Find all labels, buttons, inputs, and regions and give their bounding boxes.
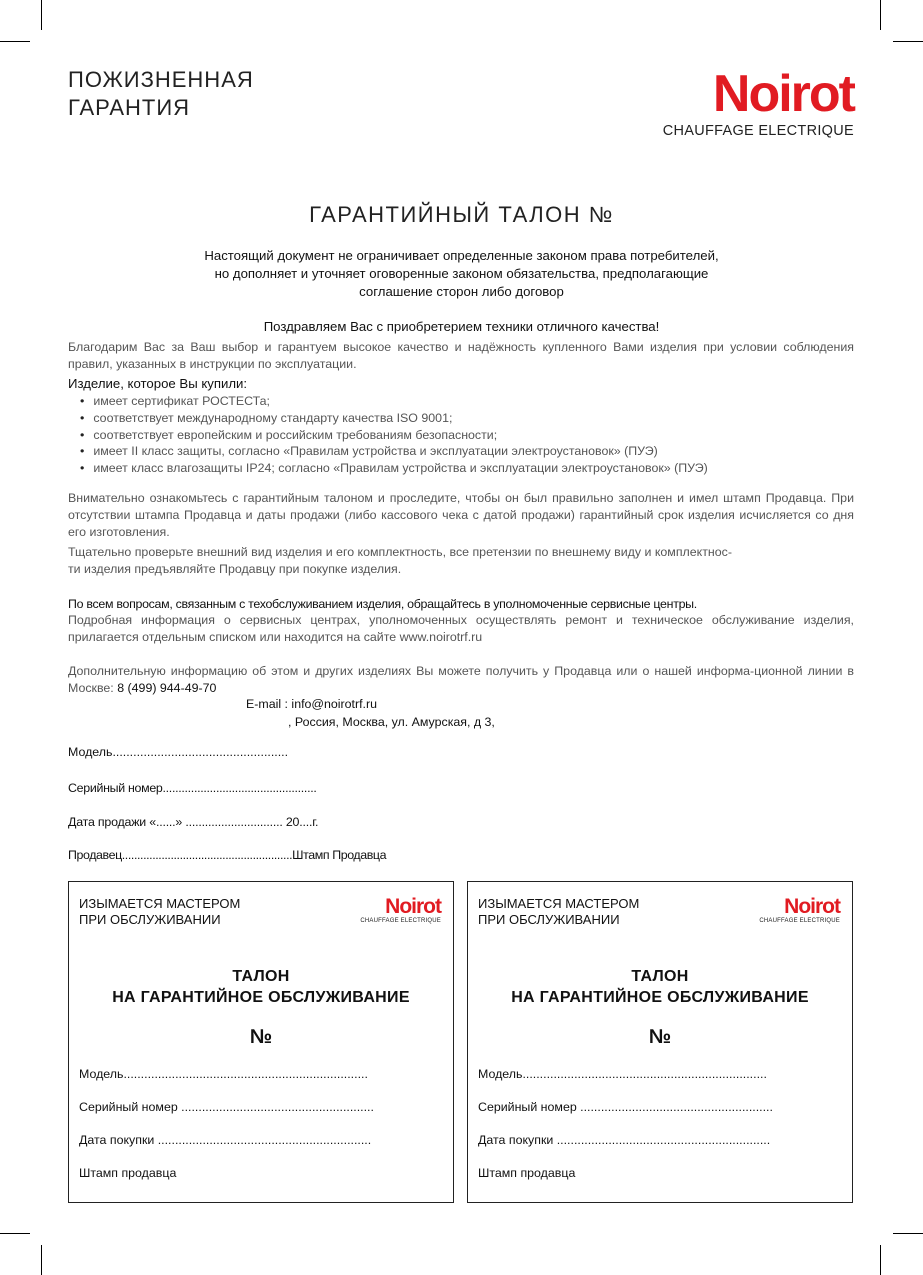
coupon-serial-field: Серийный номер ........................................................ xyxy=(478,1100,773,1114)
coupon-stamp-field: Штамп продавца xyxy=(478,1166,576,1180)
coupon-title: ТАЛОН xyxy=(232,968,290,985)
coupon-model-field: Модель....................................................................... xyxy=(79,1067,368,1081)
service-info-paragraph: Подробная информация о сервисных центрах, уполномоченных осуществлять ремонт и техническое обслуживание изделия, прилагается отдельным списком или находится на сайте www.noirotrf.ru xyxy=(68,613,854,644)
list-item: • имеет сертификат РОСТЕСТа; xyxy=(80,393,708,410)
list-item: • имеет II класс защиты, согласно «Правилам устройства и эксплуатации электроустановок» (ПУЭ) xyxy=(80,443,708,460)
crop-mark xyxy=(0,41,30,42)
coupon-note-line: ИЗЫМАЕТСЯ МАСТЕРОМ xyxy=(478,896,640,911)
crop-mark xyxy=(893,41,923,42)
noirot-logo: Noirot xyxy=(712,65,854,123)
model-field: Модель................................................... xyxy=(68,745,289,759)
thanks-paragraph: Благодарим Вас за Ваш выбор и гарантуем высокое качество и надёжность купленного Вами изделия при условии соблюдения правил, указанных в инструкции по эксплуатации. xyxy=(68,340,854,371)
list-item: • имеет класс влагозащиты IP24; согласно «Правилам устройства и эксплуатации электроустановок» (ПУЭ) xyxy=(80,460,708,477)
heading-line-2: ГАРАНТИЯ xyxy=(68,95,191,120)
coupon-title: ТАЛОН xyxy=(631,968,689,985)
coupon-number: № xyxy=(648,1026,672,1048)
coupon-note-line: ИЗЫМАЕТСЯ МАСТЕРОМ xyxy=(79,896,241,911)
extra-info-text: Дополнительную информацию об этом и других изделиях Вы можете получить у Продавца или о нашей информа-ционной линии в Москве: xyxy=(68,664,854,695)
coupon-purchase-date-field: Дата покупки .............................................................. xyxy=(478,1133,771,1147)
list-item: • соответствует международному стандарту качества ISO 9001; xyxy=(80,410,708,427)
service-centers-note: По всем вопросам, связанным с техобслуживанием изделия, обращайтесь в уполномоченные сервисные центры. xyxy=(68,597,697,611)
disclaimer-line: соглашение сторон либо договор xyxy=(359,284,564,299)
crop-mark xyxy=(880,0,881,30)
heading-line-1: ПОЖИЗНЕННАЯ xyxy=(68,67,254,92)
crop-mark xyxy=(880,1245,881,1275)
coupon-logo-word: Noirot xyxy=(385,895,441,918)
crop-mark xyxy=(0,1233,30,1234)
coupon-subtitle: НА ГАРАНТИЙНОЕ ОБСЛУЖИВАНИЕ xyxy=(511,989,809,1006)
list-item: • соответствует европейским и российским требованиям безопасности; xyxy=(80,427,708,444)
product-features-list xyxy=(80,393,708,477)
check-line: Тщательно проверьте внешний вид изделия и его комплектность, все претензии по внешнему виду и комплектнос- xyxy=(68,545,732,559)
coupon-logo xyxy=(759,896,840,924)
disclaimer xyxy=(100,247,823,301)
crop-mark xyxy=(893,1233,923,1234)
logo-subtitle: CHAUFFAGE ELECTRIQUE xyxy=(662,123,854,139)
coupon-subtitle: НА ГАРАНТИЙНОЕ ОБСЛУЖИВАНИЕ xyxy=(112,989,410,1006)
disclaimer-line: но дополняет и уточняет оговоренные законом обязательства, предполагающие xyxy=(214,266,709,281)
email: E-mail : info@noirotrf.ru xyxy=(246,697,378,711)
coupon-model-field: Модель....................................................................... xyxy=(478,1067,767,1081)
check-paragraph xyxy=(68,544,854,578)
crop-mark xyxy=(41,1245,42,1275)
crop-mark xyxy=(41,0,42,30)
service-coupon xyxy=(467,881,853,1203)
coupon-note-line: ПРИ ОБСЛУЖИВАНИИ xyxy=(478,912,620,927)
seller-field: Продавец........................................................Штамп Продавца xyxy=(68,848,387,862)
sale-date-field: Дата продажи «......» .............................. 20....г. xyxy=(68,815,319,829)
disclaimer-line: Настоящий документ не ограничивает определенные законом права потребителей, xyxy=(204,248,719,263)
coupon-logo-sub: CHAUFFAGE ELECTRIQUE xyxy=(360,918,441,924)
address: , Россия, Москва, ул. Амурская, д 3, xyxy=(288,715,495,729)
phone-number: 8 (499) 944-49-70 xyxy=(117,681,217,695)
document-title: ГАРАНТИЙНЫЙ ТАЛОН № xyxy=(309,202,614,227)
coupon-logo-word: Noirot xyxy=(784,895,840,918)
coupon-stamp-field: Штамп продавца xyxy=(79,1166,177,1180)
service-coupon xyxy=(68,881,454,1203)
attention-paragraph: Внимательно ознакомьтесь с гарантийным талоном и проследите, чтобы он был правильно заполнен и имел штамп Продавца. При отсутствии штампа Продавца и даты продажи (либо кассового чека с датой продажи) гарантийный срок изделия исчисляется со дня его изготовления. xyxy=(68,491,854,539)
coupon-logo-sub: CHAUFFAGE ELECTRIQUE xyxy=(759,918,840,924)
coupon-note xyxy=(478,896,639,928)
congratulations-line: Поздравляем Вас с приобретерием техники отличного качества! xyxy=(263,319,660,334)
coupon-number: № xyxy=(249,1026,273,1048)
check-line: ти изделия предъявляйте Продавцу при покупке изделия. xyxy=(68,562,402,576)
coupon-logo xyxy=(360,896,441,924)
coupon-purchase-date-field: Дата покупки .............................................................. xyxy=(79,1133,372,1147)
lifetime-warranty-heading xyxy=(68,66,254,122)
serial-number-field: Серийный номер................................................. xyxy=(68,781,317,795)
product-heading: Изделие, которое Вы купили: xyxy=(68,376,248,391)
coupon-note-line: ПРИ ОБСЛУЖИВАНИИ xyxy=(79,912,221,927)
coupon-serial-field: Серийный номер ........................................................ xyxy=(79,1100,374,1114)
coupon-note xyxy=(79,896,240,928)
extra-info-paragraph xyxy=(68,663,854,697)
